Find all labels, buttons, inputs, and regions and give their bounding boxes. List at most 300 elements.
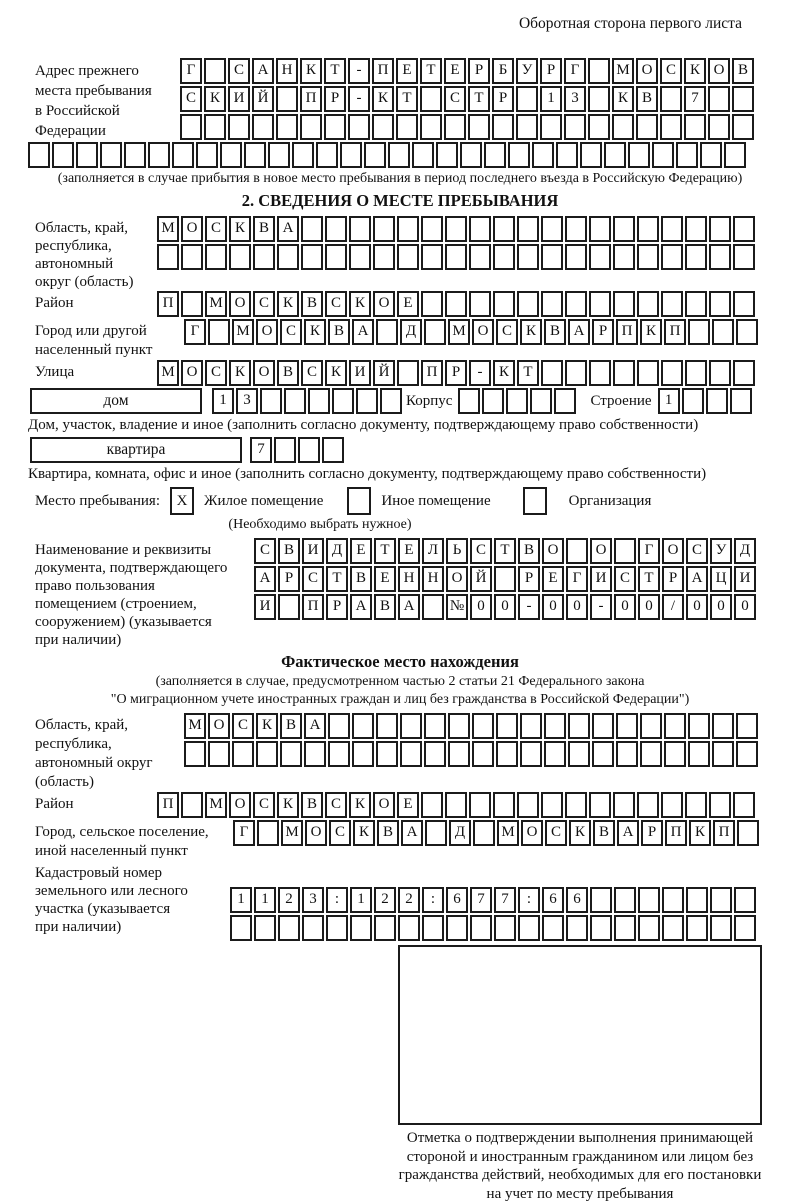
char-cell[interactable]: Е <box>444 58 466 84</box>
char-cell[interactable]: И <box>228 86 250 112</box>
char-cell[interactable]: Д <box>400 319 422 345</box>
char-cell[interactable] <box>613 244 635 270</box>
char-cell[interactable]: И <box>349 360 371 386</box>
char-cell[interactable] <box>508 142 530 168</box>
char-cell[interactable] <box>278 915 300 941</box>
char-cell[interactable] <box>332 388 354 414</box>
char-cell[interactable]: А <box>254 566 276 592</box>
char-cell[interactable]: 3 <box>236 388 258 414</box>
char-cell[interactable] <box>208 741 230 767</box>
char-cell[interactable]: К <box>640 319 662 345</box>
char-cell[interactable]: : <box>326 887 348 913</box>
char-cell[interactable] <box>469 244 491 270</box>
char-cell[interactable] <box>589 792 611 818</box>
char-cell[interactable] <box>325 216 347 242</box>
char-cell[interactable] <box>541 792 563 818</box>
char-cell[interactable] <box>397 360 419 386</box>
char-cell[interactable]: О <box>256 319 278 345</box>
char-cell[interactable] <box>688 713 710 739</box>
char-cell[interactable] <box>664 713 686 739</box>
char-cell[interactable]: 2 <box>398 887 420 913</box>
char-cell[interactable] <box>660 114 682 140</box>
char-cell[interactable] <box>652 142 674 168</box>
char-cell[interactable] <box>540 114 562 140</box>
char-cell[interactable]: А <box>686 566 708 592</box>
char-cell[interactable]: 7 <box>250 437 272 463</box>
char-cell[interactable] <box>444 114 466 140</box>
char-cell[interactable]: П <box>713 820 735 846</box>
char-cell[interactable] <box>232 741 254 767</box>
char-cell[interactable] <box>482 388 504 414</box>
char-cell[interactable]: Т <box>374 538 396 564</box>
char-cell[interactable] <box>284 388 306 414</box>
char-cell[interactable]: С <box>329 820 351 846</box>
char-cell[interactable] <box>421 291 443 317</box>
char-cell[interactable]: Е <box>542 566 564 592</box>
char-cell[interactable]: С <box>686 538 708 564</box>
char-cell[interactable]: И <box>302 538 324 564</box>
char-cell[interactable]: Ц <box>710 566 732 592</box>
char-cell[interactable]: С <box>232 713 254 739</box>
char-cell[interactable] <box>709 244 731 270</box>
char-cell[interactable]: 7 <box>494 887 516 913</box>
char-cell[interactable] <box>436 142 458 168</box>
char-cell[interactable]: А <box>401 820 423 846</box>
char-cell[interactable] <box>493 291 515 317</box>
char-cell[interactable] <box>724 142 746 168</box>
char-cell[interactable] <box>76 142 98 168</box>
char-cell[interactable]: И <box>734 566 756 592</box>
char-cell[interactable] <box>470 915 492 941</box>
char-cell[interactable]: Е <box>374 566 396 592</box>
residence-checkbox-dwelling[interactable]: X <box>170 487 194 515</box>
char-cell[interactable] <box>565 244 587 270</box>
char-cell[interactable]: А <box>352 319 374 345</box>
char-cell[interactable] <box>230 915 252 941</box>
char-cell[interactable]: Б <box>492 58 514 84</box>
char-cell[interactable] <box>733 291 755 317</box>
char-cell[interactable]: 1 <box>658 388 680 414</box>
char-cell[interactable]: 2 <box>278 887 300 913</box>
char-cell[interactable] <box>208 319 230 345</box>
char-cell[interactable] <box>712 713 734 739</box>
char-cell[interactable]: Р <box>445 360 467 386</box>
char-cell[interactable]: К <box>372 86 394 112</box>
char-cell[interactable] <box>517 244 539 270</box>
char-cell[interactable] <box>308 388 330 414</box>
char-cell[interactable]: О <box>208 713 230 739</box>
char-cell[interactable] <box>686 887 708 913</box>
char-cell[interactable] <box>614 915 636 941</box>
char-cell[interactable]: С <box>253 291 275 317</box>
char-cell[interactable] <box>268 142 290 168</box>
char-cell[interactable]: К <box>612 86 634 112</box>
char-cell[interactable]: К <box>684 58 706 84</box>
char-cell[interactable] <box>556 142 578 168</box>
char-cell[interactable]: 0 <box>494 594 516 620</box>
char-cell[interactable] <box>541 360 563 386</box>
char-cell[interactable] <box>472 713 494 739</box>
char-cell[interactable] <box>376 319 398 345</box>
char-cell[interactable]: П <box>616 319 638 345</box>
char-cell[interactable]: А <box>617 820 639 846</box>
char-cell[interactable] <box>274 437 296 463</box>
char-cell[interactable] <box>493 792 515 818</box>
char-cell[interactable] <box>616 741 638 767</box>
char-cell[interactable]: 0 <box>614 594 636 620</box>
char-cell[interactable]: Г <box>233 820 255 846</box>
char-cell[interactable]: С <box>228 58 250 84</box>
char-cell[interactable] <box>493 216 515 242</box>
char-cell[interactable] <box>640 741 662 767</box>
char-cell[interactable]: Р <box>492 86 514 112</box>
char-cell[interactable] <box>588 58 610 84</box>
char-cell[interactable] <box>588 86 610 112</box>
char-cell[interactable] <box>229 244 251 270</box>
char-cell[interactable] <box>604 142 626 168</box>
char-cell[interactable] <box>565 291 587 317</box>
char-cell[interactable] <box>613 792 635 818</box>
char-cell[interactable]: Р <box>540 58 562 84</box>
char-cell[interactable]: К <box>493 360 515 386</box>
char-cell[interactable]: О <box>542 538 564 564</box>
char-cell[interactable] <box>709 792 731 818</box>
char-cell[interactable] <box>492 114 514 140</box>
char-cell[interactable] <box>566 915 588 941</box>
char-cell[interactable]: С <box>253 792 275 818</box>
char-cell[interactable] <box>737 820 759 846</box>
char-cell[interactable]: Т <box>396 86 418 112</box>
char-cell[interactable]: О <box>181 360 203 386</box>
char-cell[interactable] <box>637 360 659 386</box>
char-cell[interactable]: М <box>281 820 303 846</box>
char-cell[interactable]: В <box>374 594 396 620</box>
char-cell[interactable]: Ь <box>446 538 468 564</box>
char-cell[interactable]: Е <box>398 538 420 564</box>
char-cell[interactable]: О <box>636 58 658 84</box>
char-cell[interactable] <box>424 741 446 767</box>
char-cell[interactable]: О <box>521 820 543 846</box>
char-cell[interactable]: - <box>518 594 540 620</box>
char-cell[interactable]: А <box>568 319 590 345</box>
char-cell[interactable]: 1 <box>254 887 276 913</box>
char-cell[interactable] <box>376 713 398 739</box>
char-cell[interactable]: К <box>256 713 278 739</box>
char-cell[interactable]: С <box>180 86 202 112</box>
char-cell[interactable] <box>708 86 730 112</box>
char-cell[interactable] <box>613 291 635 317</box>
char-cell[interactable]: В <box>253 216 275 242</box>
char-cell[interactable] <box>256 741 278 767</box>
char-cell[interactable] <box>493 244 515 270</box>
char-cell[interactable]: У <box>710 538 732 564</box>
char-cell[interactable]: П <box>421 360 443 386</box>
char-cell[interactable]: М <box>205 291 227 317</box>
char-cell[interactable]: К <box>520 319 542 345</box>
char-cell[interactable]: 3 <box>564 86 586 112</box>
char-cell[interactable]: 0 <box>710 594 732 620</box>
char-cell[interactable]: 1 <box>540 86 562 112</box>
char-cell[interactable] <box>661 291 683 317</box>
char-cell[interactable]: О <box>708 58 730 84</box>
char-cell[interactable]: О <box>305 820 327 846</box>
char-cell[interactable]: Л <box>422 538 444 564</box>
char-cell[interactable] <box>205 244 227 270</box>
char-cell[interactable]: М <box>497 820 519 846</box>
char-cell[interactable] <box>566 538 588 564</box>
char-cell[interactable] <box>565 792 587 818</box>
char-cell[interactable] <box>421 244 443 270</box>
char-cell[interactable] <box>530 388 552 414</box>
char-cell[interactable] <box>400 713 422 739</box>
char-cell[interactable] <box>301 216 323 242</box>
char-cell[interactable] <box>685 291 707 317</box>
char-cell[interactable] <box>372 114 394 140</box>
char-cell[interactable] <box>638 887 660 913</box>
char-cell[interactable]: А <box>304 713 326 739</box>
char-cell[interactable]: Г <box>564 58 586 84</box>
char-cell[interactable] <box>340 142 362 168</box>
char-cell[interactable]: О <box>472 319 494 345</box>
char-cell[interactable]: П <box>300 86 322 112</box>
char-cell[interactable] <box>421 792 443 818</box>
char-cell[interactable] <box>300 114 322 140</box>
char-cell[interactable]: В <box>636 86 658 112</box>
char-cell[interactable] <box>541 216 563 242</box>
char-cell[interactable] <box>688 319 710 345</box>
char-cell[interactable] <box>276 86 298 112</box>
char-cell[interactable] <box>712 319 734 345</box>
char-cell[interactable] <box>682 388 704 414</box>
char-cell[interactable]: В <box>518 538 540 564</box>
char-cell[interactable]: Т <box>324 58 346 84</box>
char-cell[interactable]: В <box>544 319 566 345</box>
char-cell[interactable] <box>517 216 539 242</box>
char-cell[interactable]: 6 <box>566 887 588 913</box>
char-cell[interactable]: В <box>301 291 323 317</box>
char-cell[interactable] <box>640 713 662 739</box>
char-cell[interactable]: П <box>665 820 687 846</box>
char-cell[interactable] <box>688 741 710 767</box>
char-cell[interactable] <box>397 244 419 270</box>
char-cell[interactable]: 6 <box>542 887 564 913</box>
char-cell[interactable] <box>184 741 206 767</box>
char-cell[interactable]: О <box>181 216 203 242</box>
char-cell[interactable] <box>398 915 420 941</box>
char-cell[interactable]: И <box>590 566 612 592</box>
char-cell[interactable]: - <box>590 594 612 620</box>
char-cell[interactable]: М <box>232 319 254 345</box>
char-cell[interactable] <box>301 244 323 270</box>
char-cell[interactable] <box>322 437 344 463</box>
char-cell[interactable]: П <box>157 792 179 818</box>
char-cell[interactable] <box>592 741 614 767</box>
char-cell[interactable]: С <box>205 216 227 242</box>
char-cell[interactable] <box>484 142 506 168</box>
char-cell[interactable] <box>614 538 636 564</box>
char-cell[interactable]: К <box>569 820 591 846</box>
char-cell[interactable] <box>676 142 698 168</box>
char-cell[interactable] <box>352 713 374 739</box>
char-cell[interactable]: С <box>325 291 347 317</box>
char-cell[interactable] <box>518 915 540 941</box>
char-cell[interactable] <box>706 388 728 414</box>
char-cell[interactable]: С <box>302 566 324 592</box>
char-cell[interactable] <box>734 887 756 913</box>
char-cell[interactable]: М <box>157 216 179 242</box>
char-cell[interactable] <box>684 114 706 140</box>
char-cell[interactable] <box>424 713 446 739</box>
char-cell[interactable]: К <box>229 360 251 386</box>
char-cell[interactable] <box>685 360 707 386</box>
char-cell[interactable] <box>356 388 378 414</box>
char-cell[interactable] <box>542 915 564 941</box>
char-cell[interactable] <box>469 792 491 818</box>
char-cell[interactable] <box>181 291 203 317</box>
char-cell[interactable]: К <box>353 820 375 846</box>
char-cell[interactable] <box>733 244 755 270</box>
char-cell[interactable] <box>709 360 731 386</box>
char-cell[interactable] <box>469 216 491 242</box>
char-cell[interactable] <box>732 86 754 112</box>
char-cell[interactable] <box>350 915 372 941</box>
char-cell[interactable] <box>612 114 634 140</box>
char-cell[interactable]: 2 <box>374 887 396 913</box>
char-cell[interactable] <box>733 792 755 818</box>
char-cell[interactable]: - <box>348 86 370 112</box>
char-cell[interactable] <box>276 114 298 140</box>
char-cell[interactable] <box>260 388 282 414</box>
char-cell[interactable]: С <box>325 792 347 818</box>
char-cell[interactable]: Т <box>638 566 660 592</box>
char-cell[interactable]: М <box>448 319 470 345</box>
char-cell[interactable]: А <box>252 58 274 84</box>
char-cell[interactable] <box>448 713 470 739</box>
char-cell[interactable]: Р <box>641 820 663 846</box>
char-cell[interactable]: Й <box>252 86 274 112</box>
char-cell[interactable]: М <box>205 792 227 818</box>
char-cell[interactable] <box>349 244 371 270</box>
char-cell[interactable] <box>422 594 444 620</box>
char-cell[interactable]: № <box>446 594 468 620</box>
char-cell[interactable]: 3 <box>302 887 324 913</box>
char-cell[interactable]: Р <box>662 566 684 592</box>
char-cell[interactable] <box>244 142 266 168</box>
char-cell[interactable] <box>732 114 754 140</box>
char-cell[interactable] <box>517 792 539 818</box>
char-cell[interactable]: М <box>184 713 206 739</box>
char-cell[interactable] <box>473 820 495 846</box>
char-cell[interactable] <box>298 437 320 463</box>
char-cell[interactable]: 0 <box>638 594 660 620</box>
char-cell[interactable]: : <box>518 887 540 913</box>
char-cell[interactable] <box>662 915 684 941</box>
char-cell[interactable] <box>628 142 650 168</box>
char-cell[interactable]: Д <box>326 538 348 564</box>
char-cell[interactable]: : <box>422 887 444 913</box>
char-cell[interactable] <box>328 713 350 739</box>
char-cell[interactable] <box>364 142 386 168</box>
char-cell[interactable] <box>686 915 708 941</box>
char-cell[interactable] <box>637 244 659 270</box>
char-cell[interactable] <box>544 713 566 739</box>
char-cell[interactable] <box>541 291 563 317</box>
char-cell[interactable] <box>181 244 203 270</box>
char-cell[interactable]: - <box>469 360 491 386</box>
char-cell[interactable] <box>613 216 635 242</box>
char-cell[interactable] <box>590 887 612 913</box>
char-cell[interactable]: В <box>278 538 300 564</box>
char-cell[interactable]: Р <box>326 594 348 620</box>
char-cell[interactable] <box>181 792 203 818</box>
char-cell[interactable]: Р <box>592 319 614 345</box>
char-cell[interactable] <box>425 820 447 846</box>
char-cell[interactable]: Р <box>278 566 300 592</box>
char-cell[interactable]: К <box>277 291 299 317</box>
char-cell[interactable]: А <box>350 594 372 620</box>
char-cell[interactable]: К <box>229 216 251 242</box>
char-cell[interactable] <box>496 741 518 767</box>
char-cell[interactable] <box>520 713 542 739</box>
char-cell[interactable]: К <box>689 820 711 846</box>
char-cell[interactable]: Е <box>397 792 419 818</box>
residence-checkbox-other[interactable] <box>347 487 371 515</box>
char-cell[interactable]: Д <box>734 538 756 564</box>
char-cell[interactable] <box>736 741 758 767</box>
char-cell[interactable] <box>204 114 226 140</box>
char-cell[interactable]: П <box>664 319 686 345</box>
char-cell[interactable]: М <box>157 360 179 386</box>
char-cell[interactable] <box>496 713 518 739</box>
char-cell[interactable]: 1 <box>350 887 372 913</box>
char-cell[interactable]: С <box>545 820 567 846</box>
char-cell[interactable]: К <box>277 792 299 818</box>
char-cell[interactable] <box>424 319 446 345</box>
char-cell[interactable] <box>661 216 683 242</box>
char-cell[interactable] <box>685 792 707 818</box>
char-cell[interactable] <box>157 244 179 270</box>
char-cell[interactable]: О <box>253 360 275 386</box>
char-cell[interactable] <box>28 142 50 168</box>
char-cell[interactable] <box>277 244 299 270</box>
char-cell[interactable]: В <box>301 792 323 818</box>
char-cell[interactable] <box>541 244 563 270</box>
char-cell[interactable]: В <box>328 319 350 345</box>
char-cell[interactable]: Р <box>468 58 490 84</box>
char-cell[interactable] <box>685 216 707 242</box>
char-cell[interactable] <box>616 713 638 739</box>
char-cell[interactable]: С <box>660 58 682 84</box>
char-cell[interactable] <box>516 114 538 140</box>
char-cell[interactable]: Р <box>324 86 346 112</box>
char-cell[interactable]: В <box>377 820 399 846</box>
char-cell[interactable] <box>376 741 398 767</box>
char-cell[interactable]: А <box>398 594 420 620</box>
char-cell[interactable] <box>589 216 611 242</box>
char-cell[interactable] <box>565 216 587 242</box>
char-cell[interactable]: У <box>516 58 538 84</box>
char-cell[interactable] <box>494 915 516 941</box>
char-cell[interactable] <box>445 291 467 317</box>
char-cell[interactable]: Р <box>518 566 540 592</box>
char-cell[interactable]: С <box>470 538 492 564</box>
char-cell[interactable] <box>568 741 590 767</box>
char-cell[interactable]: Н <box>398 566 420 592</box>
char-cell[interactable]: Т <box>494 538 516 564</box>
char-cell[interactable] <box>554 388 576 414</box>
char-cell[interactable] <box>736 319 758 345</box>
char-cell[interactable]: С <box>614 566 636 592</box>
